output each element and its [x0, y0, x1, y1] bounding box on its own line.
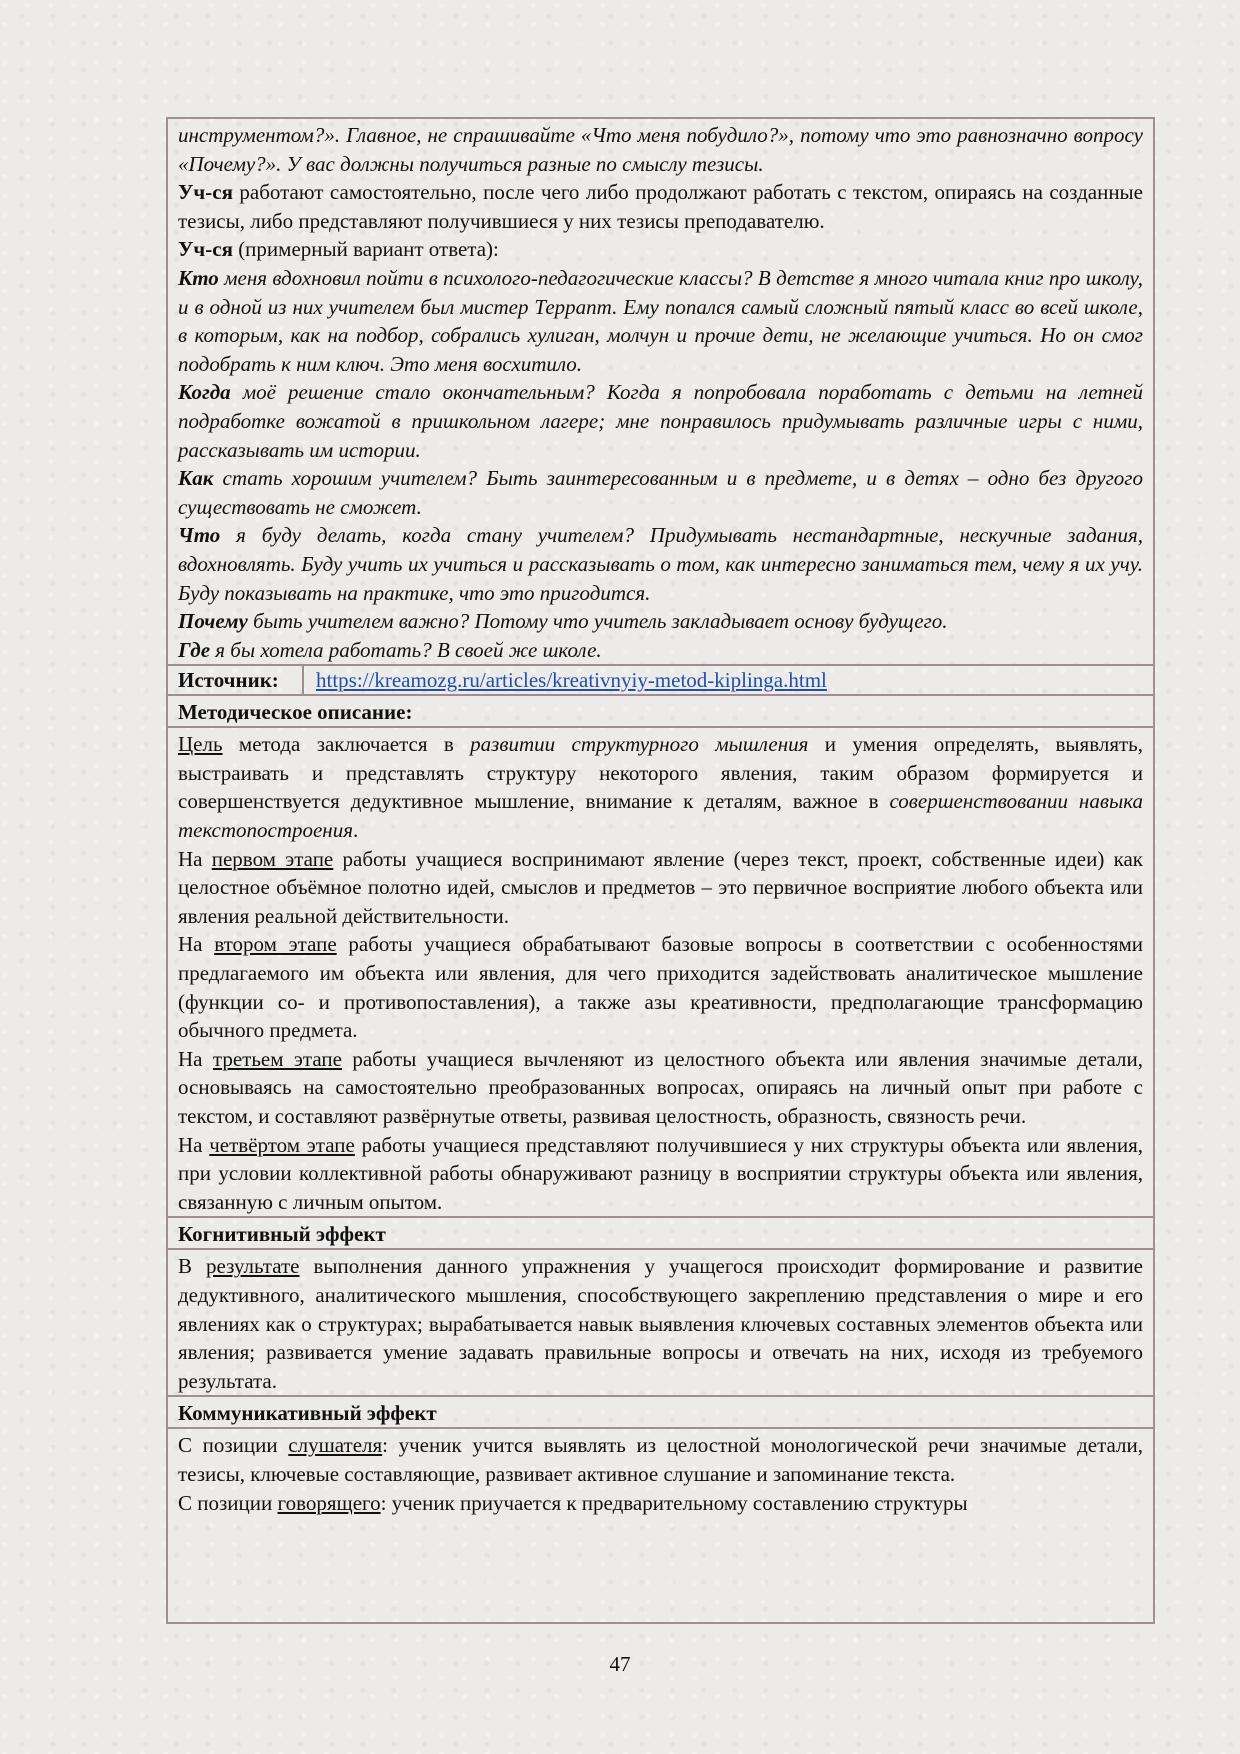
answer-what: Что я буду делать, когда стану учителем? Придумывать нестандартные, нескучные задания, вдохновлять. Буду учить их учиться и рассказывать о том, как интересно заниматься тем, чему я их учу. Буду показывать на практике, что это пригодится.: [178, 523, 1143, 605]
answer-intro-paragraph: Уч-ся (примерный вариант ответа):: [178, 237, 499, 262]
source-label: Источник:: [168, 666, 304, 694]
stage-4-paragraph: На четвёртом этапе работы учащиеся представляют получившиеся у них структуры объекта или явления, при условии коллективной работы обнаруживают разницу в восприятии структуры объекта или явления, связанную с личным опытом.: [178, 1132, 1144, 1214]
answer-who: Кто меня вдохновил пойти в психолого-педагогические классы? В детстве я много читала книг про школу, и в одной из них учителем был мистер Террапт. Ему попался самый сложный пятый класс во всей школе, в которым, как на подбор, собрались хулиган, молчун и прочие дети, не желающие учиться. Но он смог подобрать к ним ключ. Это меня восхитило.: [178, 265, 1143, 376]
source-link[interactable]: https://kreamozg.ru/articles/kreativnyiy-metod-kiplinga.html: [316, 667, 827, 692]
cognitive-cell: [168, 1250, 1153, 1397]
method-description-cell: [168, 728, 1153, 1218]
goal-paragraph: Цель метода заключается в развитии структурного мышления и умения определять, выявлять, выстраивать и представлять структуру некоторого явления, таким образом формируется и совершенствуется дедуктивное мышление, внимание к деталям, важное в совершенствовании навыка текстопостроения.: [178, 732, 1143, 843]
method-heading-row: [168, 696, 1153, 728]
stage-3-paragraph: На третьем этапе работы учащиеся вычленяют из целостного объекта или явления значимые детали, основываясь на самостоятельно преобразованных вопросах, опираясь на личный опыт при работе с текстом, и составляют развёрнутые ответы, развивая целостность, образность, связность речи.: [178, 1046, 1143, 1128]
listener-paragraph: С позиции слушателя: ученик учится выявлять из целостной монологической речи значимые детали, тезисы, ключевые составляющие, развивает активное слушание и запоминание текста.: [178, 1433, 1143, 1486]
intro-paragraph: инструментом?». Главное, не спрашивайте «Что меня побудило?», потому что это равнозначно вопросу «Почему?». У вас должны получиться разные по смыслу тезисы.: [178, 123, 1143, 176]
source-row: [168, 666, 1153, 696]
students-work-paragraph: Уч-ся работают самостоятельно, после чего либо продолжают работать с текстом, опираясь на созданные тезисы, либо представляют получившиеся у них тезисы преподавателю.: [178, 180, 1143, 233]
stage-2-paragraph: На втором этапе работы учащиеся обрабатывают базовые вопросы в соответствии с особенностями предлагаемого им объекта или явления, для чего приходится задействовать аналитическое мышление (функции со- и противопоставления), а также азы креативности, предполагающие трансформацию обычного предмета.: [178, 932, 1144, 1043]
speaker-paragraph: С позиции говорящего: ученик приучается к предварительному составлению структуры: [178, 1490, 968, 1515]
communicative-cell: [168, 1429, 1153, 1517]
example-cell: [168, 119, 1153, 666]
content-table: [166, 117, 1155, 1624]
stage-1-paragraph: На первом этапе работы учащиеся воспринимают явление (через текст, проект, собственные идеи) как целостное объёмное полотно идей, смыслов и предметов – это первичное восприятие любого объекта или явления реальной действительности.: [178, 846, 1143, 928]
cognitive-heading-row: [168, 1218, 1153, 1250]
communicative-heading-row: [168, 1397, 1153, 1429]
answer-why: Почему быть учителем важно? Потому что учитель закладывает основу будущего.: [178, 609, 948, 634]
communicative-heading: Коммуникативный эффект: [178, 1401, 437, 1426]
answer-where: Где я бы хотела работать? В своей же школе.: [178, 637, 602, 662]
cognitive-paragraph: В результате выполнения данного упражнения у учащегося происходит формирование и развитие дедуктивного, аналитического мышления, способствующего закреплению представления о мире и его явлениях как о структурах; вырабатывается навык выявления ключевых составных элементов объекта или явления; развивается умение задавать правильные вопросы и отвечать на них, исходя из требуемого результата.: [178, 1254, 1143, 1393]
answer-when: Когда моё решение стало окончательным? Когда я попробовала поработать с детьми на летней подработке вожатой в пришкольном лагере; мне понравилось придумывать различные игры с ними, рассказывать им истории.: [178, 380, 1143, 462]
method-heading: Методическое описание:: [178, 700, 413, 725]
answer-how: Как стать хорошим учителем? Быть заинтересованным и в предмете, и в детях – одно без другого существовать не сможет.: [178, 466, 1143, 519]
page-number: 47: [609, 1652, 631, 1676]
cognitive-heading: Когнитивный эффект: [178, 1222, 386, 1247]
